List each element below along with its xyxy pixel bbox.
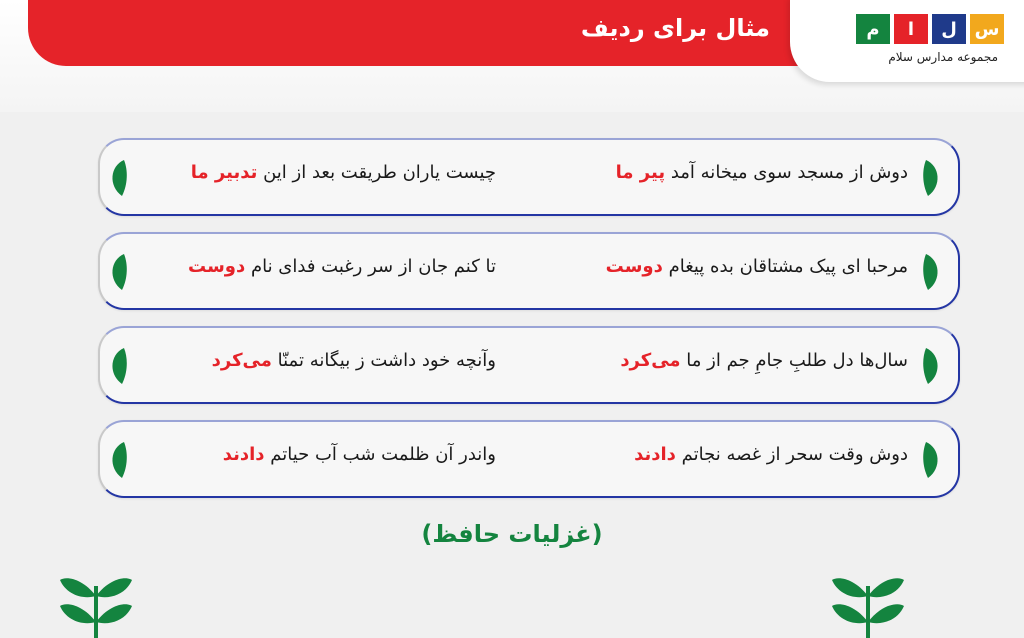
leaf-icon — [922, 440, 942, 480]
hemistich-right: دوش وقت سحر از غصه نجاتم دادند — [634, 444, 908, 465]
logo-tile-mim: م — [856, 14, 890, 44]
hemistich-right: دوش از مسجد سوی میخانه آمد پیر ما — [615, 162, 908, 183]
logo-subtitle: مجموعه مدارس سلام — [888, 50, 998, 64]
hemistich-right: مرحبا ای پیک مشتاقان بده پیغام دوست — [605, 256, 908, 277]
leaf-icon — [108, 158, 128, 198]
leaf-icon — [108, 440, 128, 480]
leaf-icon — [108, 346, 128, 386]
hemistich-left: چیست یاران طریقت بعد از این تدبیر ما — [190, 162, 496, 183]
verse-row — [98, 326, 960, 404]
hemistich-right: سال‌ها دل طلبِ جامِ جم از ما می‌کرد — [620, 350, 908, 371]
hemistich-left: تا کنم جان از سر رغبت فدای نام دوست — [188, 256, 496, 277]
logo-tile-alef: ا — [894, 14, 928, 44]
redif: دوست — [605, 256, 663, 277]
redif: پیر ما — [615, 162, 666, 183]
title-banner — [28, 0, 828, 66]
redif: می‌کرد — [211, 350, 272, 371]
sprout-icon — [828, 566, 908, 638]
redif: دوست — [188, 256, 246, 277]
logo-tile-lam: ل — [932, 14, 966, 44]
verse-row — [98, 232, 960, 310]
leaf-icon — [922, 252, 942, 292]
verse-row — [98, 138, 960, 216]
logo-tile-sin: س — [970, 14, 1004, 44]
leaf-icon — [922, 158, 942, 198]
leaf-icon — [922, 346, 942, 386]
redif: می‌کرد — [620, 350, 681, 371]
redif: دادند — [634, 444, 676, 465]
logo — [856, 14, 1004, 44]
source-caption: (غزلیات حافظ) — [421, 520, 603, 548]
redif: دادند — [222, 444, 265, 465]
hemistich-left: واندر آن ظلمت شب آب حیاتم دادند — [222, 444, 496, 465]
leaf-icon — [108, 252, 128, 292]
verse-row — [98, 420, 960, 498]
page-title: مثال برای ردیف — [580, 14, 770, 42]
sprout-icon — [56, 566, 136, 638]
redif: تدبیر ما — [190, 162, 258, 183]
hemistich-left: وآنچه خود داشت ز بیگانه تمنّا می‌کرد — [211, 350, 496, 371]
